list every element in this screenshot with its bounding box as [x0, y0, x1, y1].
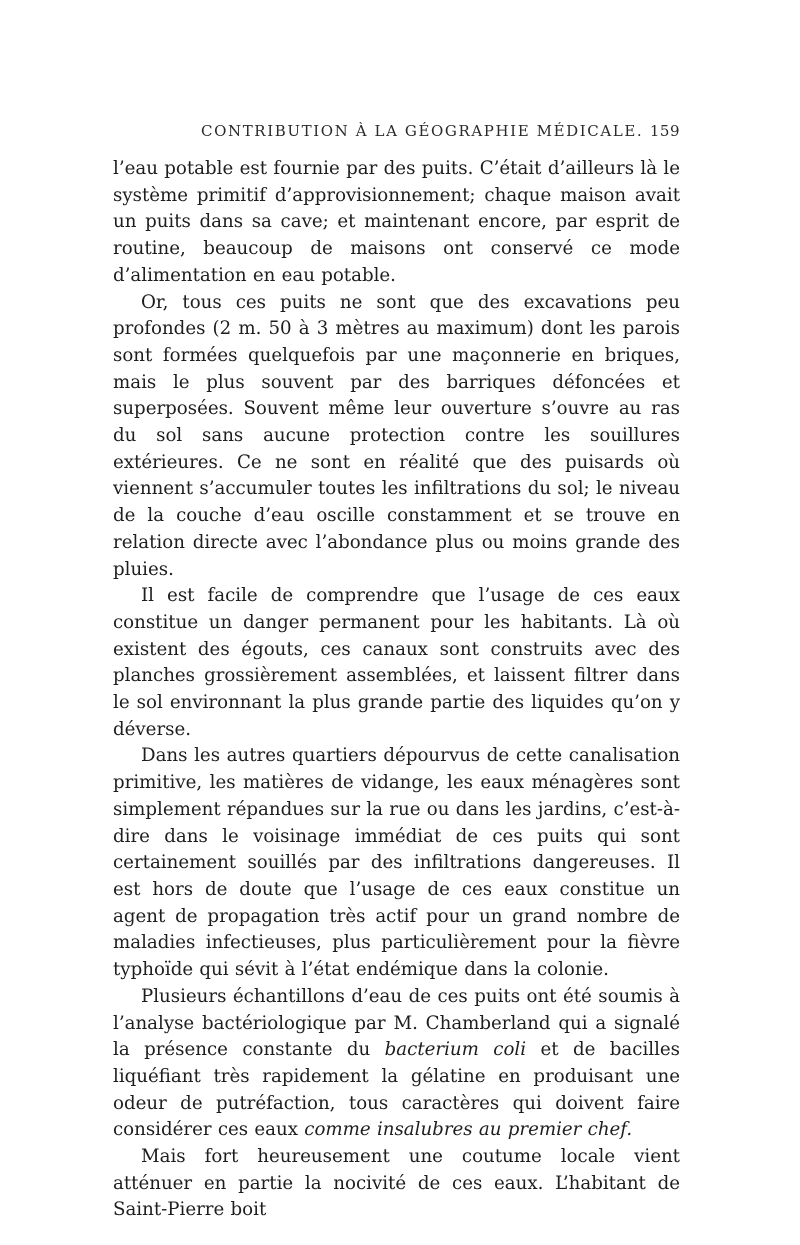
paragraph-5-text-a: Plusieurs échantillons d’eau de ces puits ont été soumis à l’analyse bactériologique par M. Chamberland qui a signalé la présence constante du: [113, 985, 680, 1061]
page-number: 159: [649, 122, 680, 140]
paragraph-2: Or, tous ces puits ne sont que des excavations peu profondes (2 m. 50 à 3 mètres au maximum) dont les parois sont formées quelquefois par une maçonnerie en briques, mais le plus souvent par des barriques défoncées et superposées. Souvent même leur ouverture s’ouvre au ras du sol sans aucune protection contre les souillures extérieures. Ce ne sont en réalité que des puisards où viennent s’accumuler toutes les infiltrations du sol; le niveau de la couche d’eau oscille constamment et se trouve en relation directe avec l’abondance plus ou moins grande des pluies.: [113, 291, 680, 580]
running-header: [113, 118, 680, 144]
book-page: [113, 118, 680, 1224]
paragraph-5: [113, 984, 680, 1144]
bacterium-coli-term: bacterium coli: [384, 1039, 527, 1061]
paragraph-5-text-b: et de bacilles liquéfiant très rapidement la gélatine en produisant une odeur de putréfaction, tous caractères qui doivent faire considérer ces eaux: [113, 1039, 681, 1141]
paragraph-1: l’eau potable est fournie par des puits. C’était d’ailleurs là le système primitif d’approvisionnement; chaque maison avait un puits dans sa cave; et maintenant encore, par esprit de routine, beaucoup de maisons ont conservé ce mode d’alimentation en eau potable.: [113, 158, 680, 286]
paragraph-3: Il est facile de comprendre que l’usage de ces eaux constitue un danger permanent pour les habitants. Là où existent des égouts, ces canaux sont construits avec des planches grossièrement assemblées, et laissent filtrer dans le sol environnant la plus grande partie des liquides qu’on y déverse.: [113, 585, 680, 740]
body-text: [113, 156, 680, 1224]
paragraph-6: Mais fort heureusement une coutume locale vient atténuer en partie la nocivité de ces eaux. L’habitant de Saint-Pierre boit: [113, 1146, 680, 1221]
running-title: CONTRIBUTION À LA GÉOGRAPHIE MÉDICALE.: [201, 122, 644, 140]
insalubrity-phrase: comme insalubres au premier chef.: [304, 1119, 633, 1141]
paragraph-4: Dans les autres quartiers dépourvus de cette canalisation primitive, les matières de vidange, les eaux ménagères sont simplement répandues sur la rue ou dans les jardins, c’est-à-dire dans le voisinage immédiat de ces puits qui sont certainement souillés par des infiltrations dangereuses. Il est hors de doute que l’usage de ces eaux constitue un agent de propagation très actif pour un grand nombre de maladies infectieuses, plus particulièrement pour la fièvre typhoïde qui sévit à l’état endémique dans la colonie.: [113, 745, 680, 981]
